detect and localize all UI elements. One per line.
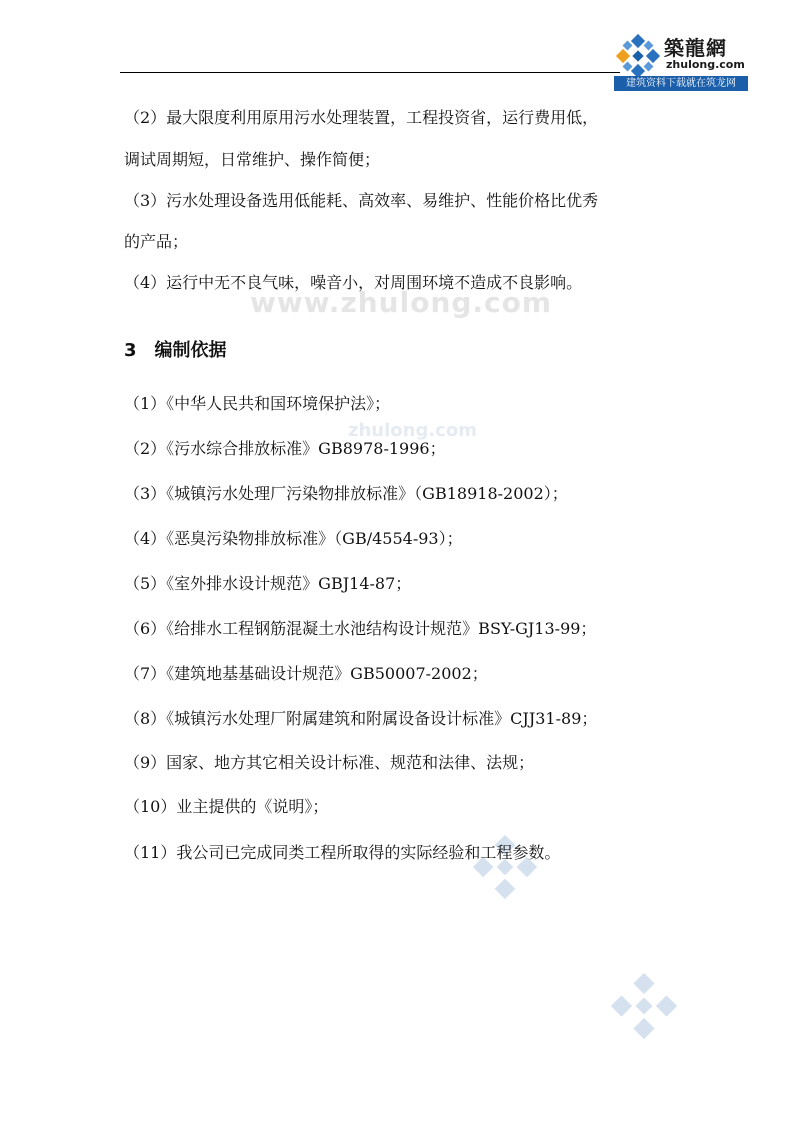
requirement-line: 的产品； xyxy=(124,232,189,251)
site-logo xyxy=(612,28,748,92)
basis-item: （11）我公司已完成同类工程所取得的实际经验和工程参数。 xyxy=(124,843,561,862)
watermark-sub: zhulong.com xyxy=(348,420,477,441)
basis-item: （10）业主提供的《说明》； xyxy=(124,797,329,816)
requirement-line: 调试周期短，日常维护、操作简便； xyxy=(124,150,381,169)
logo-brand: 築龍網 xyxy=(664,36,727,60)
basis-item: （1）《中华人民共和国环境保护法》； xyxy=(124,394,391,413)
basis-item: （5）《室外排水设计规范》GBJ14-87； xyxy=(124,574,412,593)
basis-item: （9）国家、地方其它相关设计标准、规范和法律、法规； xyxy=(124,753,535,772)
basis-item: （7）《建筑地基基础设计规范》GB50007-2002； xyxy=(124,664,488,683)
requirement-line: （4）运行中无不良气味，噪音小，对周围环境不造成不良影响。 xyxy=(124,273,583,292)
basis-item: （2）《污水综合排放标准》GB8978-1996； xyxy=(124,439,446,458)
watermark-text: www.zhulong.com xyxy=(250,286,553,319)
basis-item: （4）《恶臭污染物排放标准》（GB/4554-93）； xyxy=(124,529,463,548)
basis-item: （6）《给排水工程钢筋混凝土水池结构设计规范》BSY-GJ13-99； xyxy=(124,619,597,638)
logo-domain: zhulong.com xyxy=(666,58,745,71)
snowflake-logo-icon xyxy=(614,32,662,80)
basis-item: （3）《城镇污水处理厂污染物排放标准》（GB18918-2002）； xyxy=(124,484,568,503)
section-heading: 3 编制依据 xyxy=(124,340,227,361)
header-rule xyxy=(120,72,620,73)
watermark-snowflake-icon xyxy=(608,970,680,1042)
logo-tagline: 建筑资料下载就在筑龙网 xyxy=(614,76,748,91)
requirement-line: （3）污水处理设备选用低能耗、高效率、易维护、性能价格比优秀 xyxy=(124,191,599,210)
basis-item: （8）《城镇污水处理厂附属建筑和附属设备设计标准》CJJ31-89； xyxy=(124,709,598,728)
requirement-line: （2）最大限度利用原用污水处理装置，工程投资省，运行费用低， xyxy=(124,108,599,127)
